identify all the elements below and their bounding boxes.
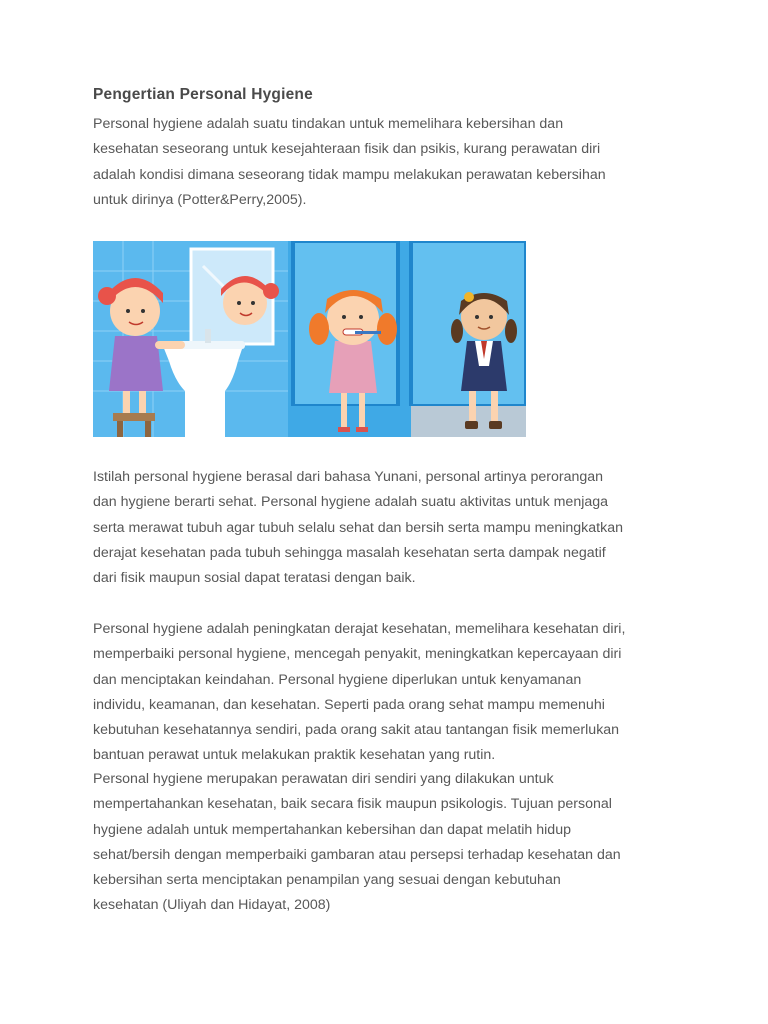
text-line: kebersihan serta menciptakan penampilan yang sesuai dengan kebutuhan <box>93 872 561 889</box>
faucet <box>205 329 211 343</box>
paragraph-purpose <box>93 767 693 919</box>
text-line: Personal hygiene merupakan perawatan diri sendiri yang dilakukan untuk <box>93 771 554 787</box>
text-line: hygiene adalah untuk mempertahankan kebersihan dan dapat melatih hidup <box>93 821 571 838</box>
text-line: dan hygiene berarti sehat. Personal hygiene adalah suatu aktivitas untuk menjaga <box>93 494 609 511</box>
text-line: individu, keamanan, dan kesehatan. Seperti pada orang sehat mampu memenuhi <box>93 696 605 713</box>
text-line: derajat kesehatan pada tubuh sehingga masalah kesehatan serta dampak negatif <box>93 544 606 561</box>
text-line: dan menciptakan keindahan. Personal hygiene diperlukan untuk kenyamanan <box>93 671 582 688</box>
text-line: kesehatan (Uliyah dan Hidayat, 2008) <box>93 897 331 914</box>
step-stool <box>113 413 155 421</box>
paragraph-benefits <box>93 617 693 769</box>
text-line: mempertahankan kesehatan, baik secara fisik maupun psikologis. Tujuan personal <box>93 796 612 813</box>
text-line: bantuan perawat untuk melakukan praktik kesehatan yang rutin. <box>93 747 496 764</box>
text-line: Istilah personal hygiene berasal dari bahasa Yunani, personal artinya perorangan <box>93 469 604 485</box>
hygiene-illustration <box>93 241 526 437</box>
text-line: sehat/bersih dengan memperbaiki gambaran atau persepsi terhadap kesehatan dan <box>93 846 621 863</box>
text-line: Personal hygiene adalah suatu tindakan untuk memelihara kebersihan dan <box>93 116 564 132</box>
girl-dress <box>109 336 163 391</box>
text-line: adalah kondisi dimana seseorang tidak mampu melakukan perawatan kebersihan <box>93 166 606 183</box>
brushing-girl-dress <box>329 341 377 393</box>
text-line: kesehatan seseorang untuk kesejahteraan fisik dan psikis, kurang perawatan diri <box>93 141 601 158</box>
paragraph-definition <box>93 112 693 213</box>
text-line: kebutuhan kesehatannya sendiri, pada orang sakit atau tantangan fisik memerlukan <box>93 722 620 739</box>
text-line: untuk dirinya (Potter&Perry,2005). <box>93 191 307 208</box>
toothbrush <box>355 331 381 334</box>
paragraph-etymology <box>93 465 693 591</box>
text-line: dari fisik maupun sosial dapat teratasi dengan baik. <box>93 570 416 587</box>
text-line: serta merawat tubuh agar tubuh selalu sehat dan bersih serta mampu meningkatkan <box>93 519 623 536</box>
document-title: Pengertian Personal Hygiene <box>93 86 313 103</box>
text-line: memperbaiki personal hygiene, mencegah penyakit, meningkatkan kepercayaan diri <box>93 646 622 663</box>
text-line: Personal hygiene adalah peningkatan derajat kesehatan, memelihara kesehatan diri, <box>93 621 626 637</box>
